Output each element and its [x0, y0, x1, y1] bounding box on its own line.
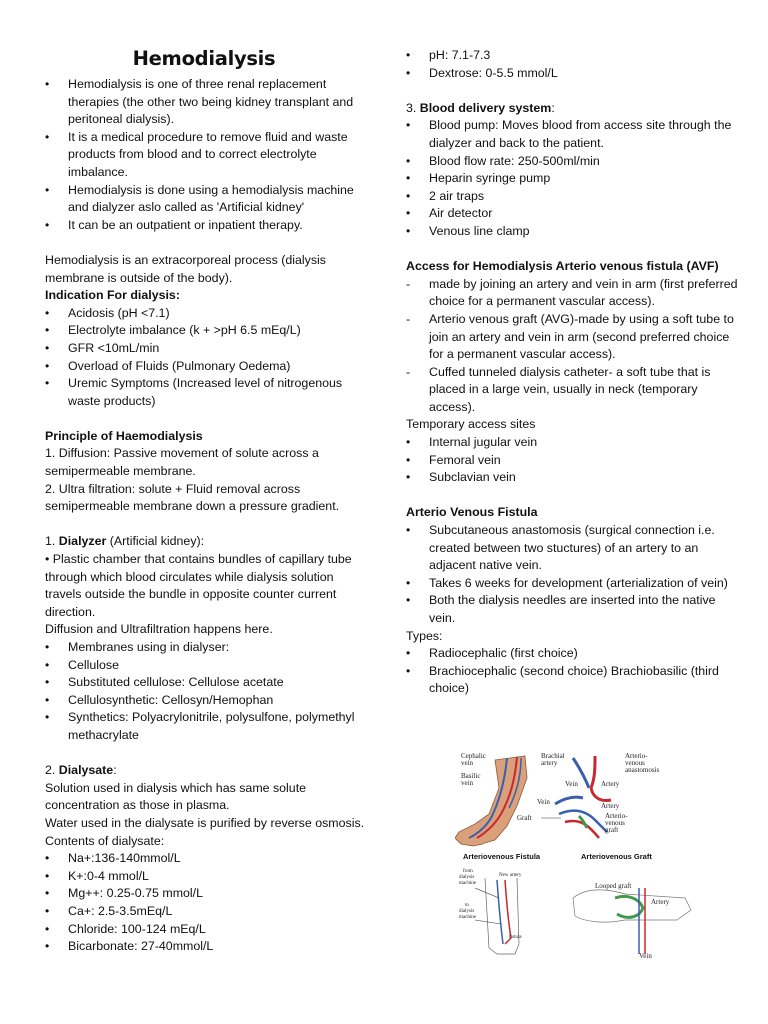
dialysate-heading: 2. Dialysate:: [45, 763, 117, 778]
indication-list: [45, 305, 365, 411]
label-from-3: machine: [459, 881, 476, 886]
label-from-2: dialysis: [459, 875, 475, 880]
label-to-2: dialysis: [459, 909, 475, 914]
list-item: • Internal jugular vein: [406, 434, 738, 452]
list-item: - made by joining an artery and vein in arm (first preferred choice for a permanent vascular access).: [406, 276, 738, 311]
list-item: • Subcutaneous anastomosis (surgical connection i.e. created between two stuctures) of an artery to an adjacent native vein.: [406, 522, 738, 575]
list-item: • K+:0-4 mmol/L: [45, 868, 365, 886]
list-item: • Heparin syringe pump: [406, 170, 738, 188]
list-item: • Blood pump: Moves blood from access site through the dialyzer and back to the patient.: [406, 117, 738, 152]
list-item: • Acidosis (pH <7.1): [45, 305, 365, 323]
list-item: • Venous line clamp: [406, 223, 738, 241]
dialysate-text-2: Water used in the dialysate is purified by reverse osmosis.: [45, 815, 365, 830]
page-title: Hemodialysis: [132, 47, 276, 70]
dialysate-text-1: Solution used in dialysis which has same solute concentration as those in plasma.: [45, 780, 307, 813]
list-item: • Substituted cellulose: Cellulose acetate: [45, 674, 365, 692]
list-item: • Takes 6 weeks for development (arterialization of vein): [406, 575, 738, 593]
list-item: • GFR <10mL/min: [45, 340, 365, 358]
arm-fistula-illustration: [455, 756, 527, 846]
label-artery-1: Artery: [601, 780, 620, 788]
blood-delivery-heading: 3. Blood delivery system:: [406, 100, 555, 115]
looped-graft-illustration: [573, 888, 691, 954]
label-av-graft-3: graft: [605, 826, 619, 834]
label-artery-2: Artery: [601, 802, 620, 810]
list-item: - Cuffed tunneled dialysis catheter- a soft tube that is placed in a large vein, usually in neck (temporary access).: [406, 364, 738, 417]
anastomosis-detail: [541, 756, 611, 838]
vascular-access-illustration: [455, 748, 717, 960]
list-item: • Electrolyte imbalance (k + >pH 6.5 mEq/L): [45, 322, 365, 340]
principle-line-2: 2. Ultra filtration: solute + Fluid removal across semipermeable membrane down a pressure gradient.: [45, 481, 340, 514]
right-column: [406, 47, 738, 698]
label-fistula: fistula: [509, 935, 522, 940]
list-item: • Hemodialysis is done using a hemodialysis machine and dialyzer aslo called as 'Artificial kidney': [45, 182, 365, 217]
label-brachial-artery: Brachial: [541, 752, 565, 760]
list-item: • Hemodialysis is one of three renal replacement therapies (the other two being kidney transplant and peritoneal dialysis).: [45, 76, 365, 129]
avf-types-label: Types:: [406, 628, 443, 643]
list-item: • Femoral vein: [406, 452, 738, 470]
list-item: • Overload of Fluids (Pulmonary Oedema): [45, 358, 365, 376]
label-anastomosis-1: Arterio-: [625, 752, 648, 760]
list-item: • Uremic Symptoms (Increased level of nitrogenous waste products): [45, 375, 365, 410]
label-to-3: machine: [459, 915, 476, 920]
label-basilic-vein-2: vein: [461, 779, 474, 787]
left-column: [45, 76, 365, 956]
label-graft: Graft: [517, 814, 532, 822]
list-item: • Chloride: 100-124 mEq/L: [45, 921, 365, 939]
caption-arteriovenous-fistula: Arteriovenous Fistula: [463, 852, 541, 861]
principle-heading: Principle of Haemodialysis: [45, 428, 203, 443]
dialysate-contents-list-continued: [406, 47, 738, 82]
label-from-1: from: [463, 869, 473, 874]
label-av-graft-1: Arterio-: [605, 812, 628, 820]
avf-list: [406, 522, 738, 628]
temporary-access-list: [406, 434, 738, 487]
indication-heading: Indication For dialysis:: [45, 288, 180, 303]
membrane-list: [45, 639, 365, 745]
avf-types-list: [406, 645, 738, 698]
label-new-artery: New artery: [499, 873, 522, 878]
list-item: • Ca+: 2.5-3.5mEq/L: [45, 903, 365, 921]
access-heading: Access for Hemodialysis Arterio venous fistula (AVF): [406, 259, 719, 274]
list-item: • Mg++: 0.25-0.75 mmol/L: [45, 885, 365, 903]
label-looped-graft: Looped graft: [595, 882, 632, 890]
label-vein-1: Vein: [565, 780, 578, 788]
list-item: • It is a medical procedure to remove fluid and waste products from blood and to correct electrolyte imbalance.: [45, 129, 365, 182]
list-item: • Cellulose: [45, 657, 365, 675]
label-basilic-vein: Basilic: [461, 772, 481, 780]
list-item: - Arterio venous graft (AVG)-made by using a soft tube to join an artery and vein in arm (second preferred choice for a permanent vascular access).: [406, 311, 738, 364]
label-av-graft-2: venous: [605, 819, 625, 827]
dialyzer-description: • Plastic chamber that contains bundles of capillary tube through which blood circulates while dialysis solution travels outside the bundle in opposite counter current direction.: [45, 552, 352, 619]
dialyzer-note: Diffusion and Ultrafiltration happens here.: [45, 622, 273, 637]
dialysate-contents-label: Contents of dialysate:: [45, 833, 165, 848]
list-item: • Blood flow rate: 250-500ml/min: [406, 153, 738, 171]
list-item: • Subclavian vein: [406, 469, 738, 487]
vascular-access-figure: [455, 748, 717, 960]
label-anastomosis-2: venous: [625, 759, 645, 767]
list-item: • Air detector: [406, 205, 738, 223]
list-item: • Na+:136-140mmol/L: [45, 850, 365, 868]
label-vein-2: Vein: [537, 798, 550, 806]
intro-list: [45, 76, 365, 234]
label-cephalic-vein: Cephalic: [461, 752, 486, 760]
label-artery-3: Artery: [651, 898, 670, 906]
list-item: • Radiocephalic (first choice): [406, 645, 738, 663]
list-item: • Brachiocephalic (second choice) Brachiobasilic (third choice): [406, 663, 738, 698]
dialyzer-heading: 1. Dialyzer (Artificial kidney):: [45, 534, 205, 549]
dialysate-contents-list: [45, 850, 365, 956]
label-to-1: to: [465, 903, 469, 908]
list-item: • Synthetics: Polyacrylonitrile, polysulfone, polymethyl methacrylate: [45, 709, 365, 744]
list-item: • Membranes using in dialyser:: [45, 639, 365, 657]
label-anastomosis-3: anastomosis: [625, 766, 660, 774]
fistula-cannulation-illustration: [475, 878, 519, 954]
extracorporeal-text: Hemodialysis is an extracorporeal process (dialysis membrane is outside of the body).: [45, 252, 326, 285]
list-item: • pH: 7.1-7.3: [406, 47, 738, 65]
list-item: • Both the dialysis needles are inserted into the native vein.: [406, 592, 738, 627]
list-item: • Dextrose: 0-5.5 mmol/L: [406, 65, 738, 83]
principle-line-1: 1. Diffusion: Passive movement of solute across a semipermeable membrane.: [45, 446, 319, 479]
blood-delivery-list: [406, 117, 738, 240]
label-brachial-artery-2: artery: [541, 759, 558, 767]
temporary-access-label: Temporary access sites: [406, 417, 536, 432]
avf-heading: Arterio Venous Fistula: [406, 505, 538, 520]
caption-arteriovenous-graft: Arteriovenous Graft: [581, 852, 652, 861]
list-item: • Cellulosynthetic: Cellosyn/Hemophan: [45, 692, 365, 710]
access-list: [406, 276, 738, 417]
list-item: • It can be an outpatient or inpatient therapy.: [45, 217, 365, 235]
label-cephalic-vein-2: vein: [461, 759, 474, 767]
list-item: • Bicarbonate: 27-40mmol/L: [45, 938, 365, 956]
label-vein-3: Vein: [639, 952, 652, 960]
list-item: • 2 air traps: [406, 188, 738, 206]
